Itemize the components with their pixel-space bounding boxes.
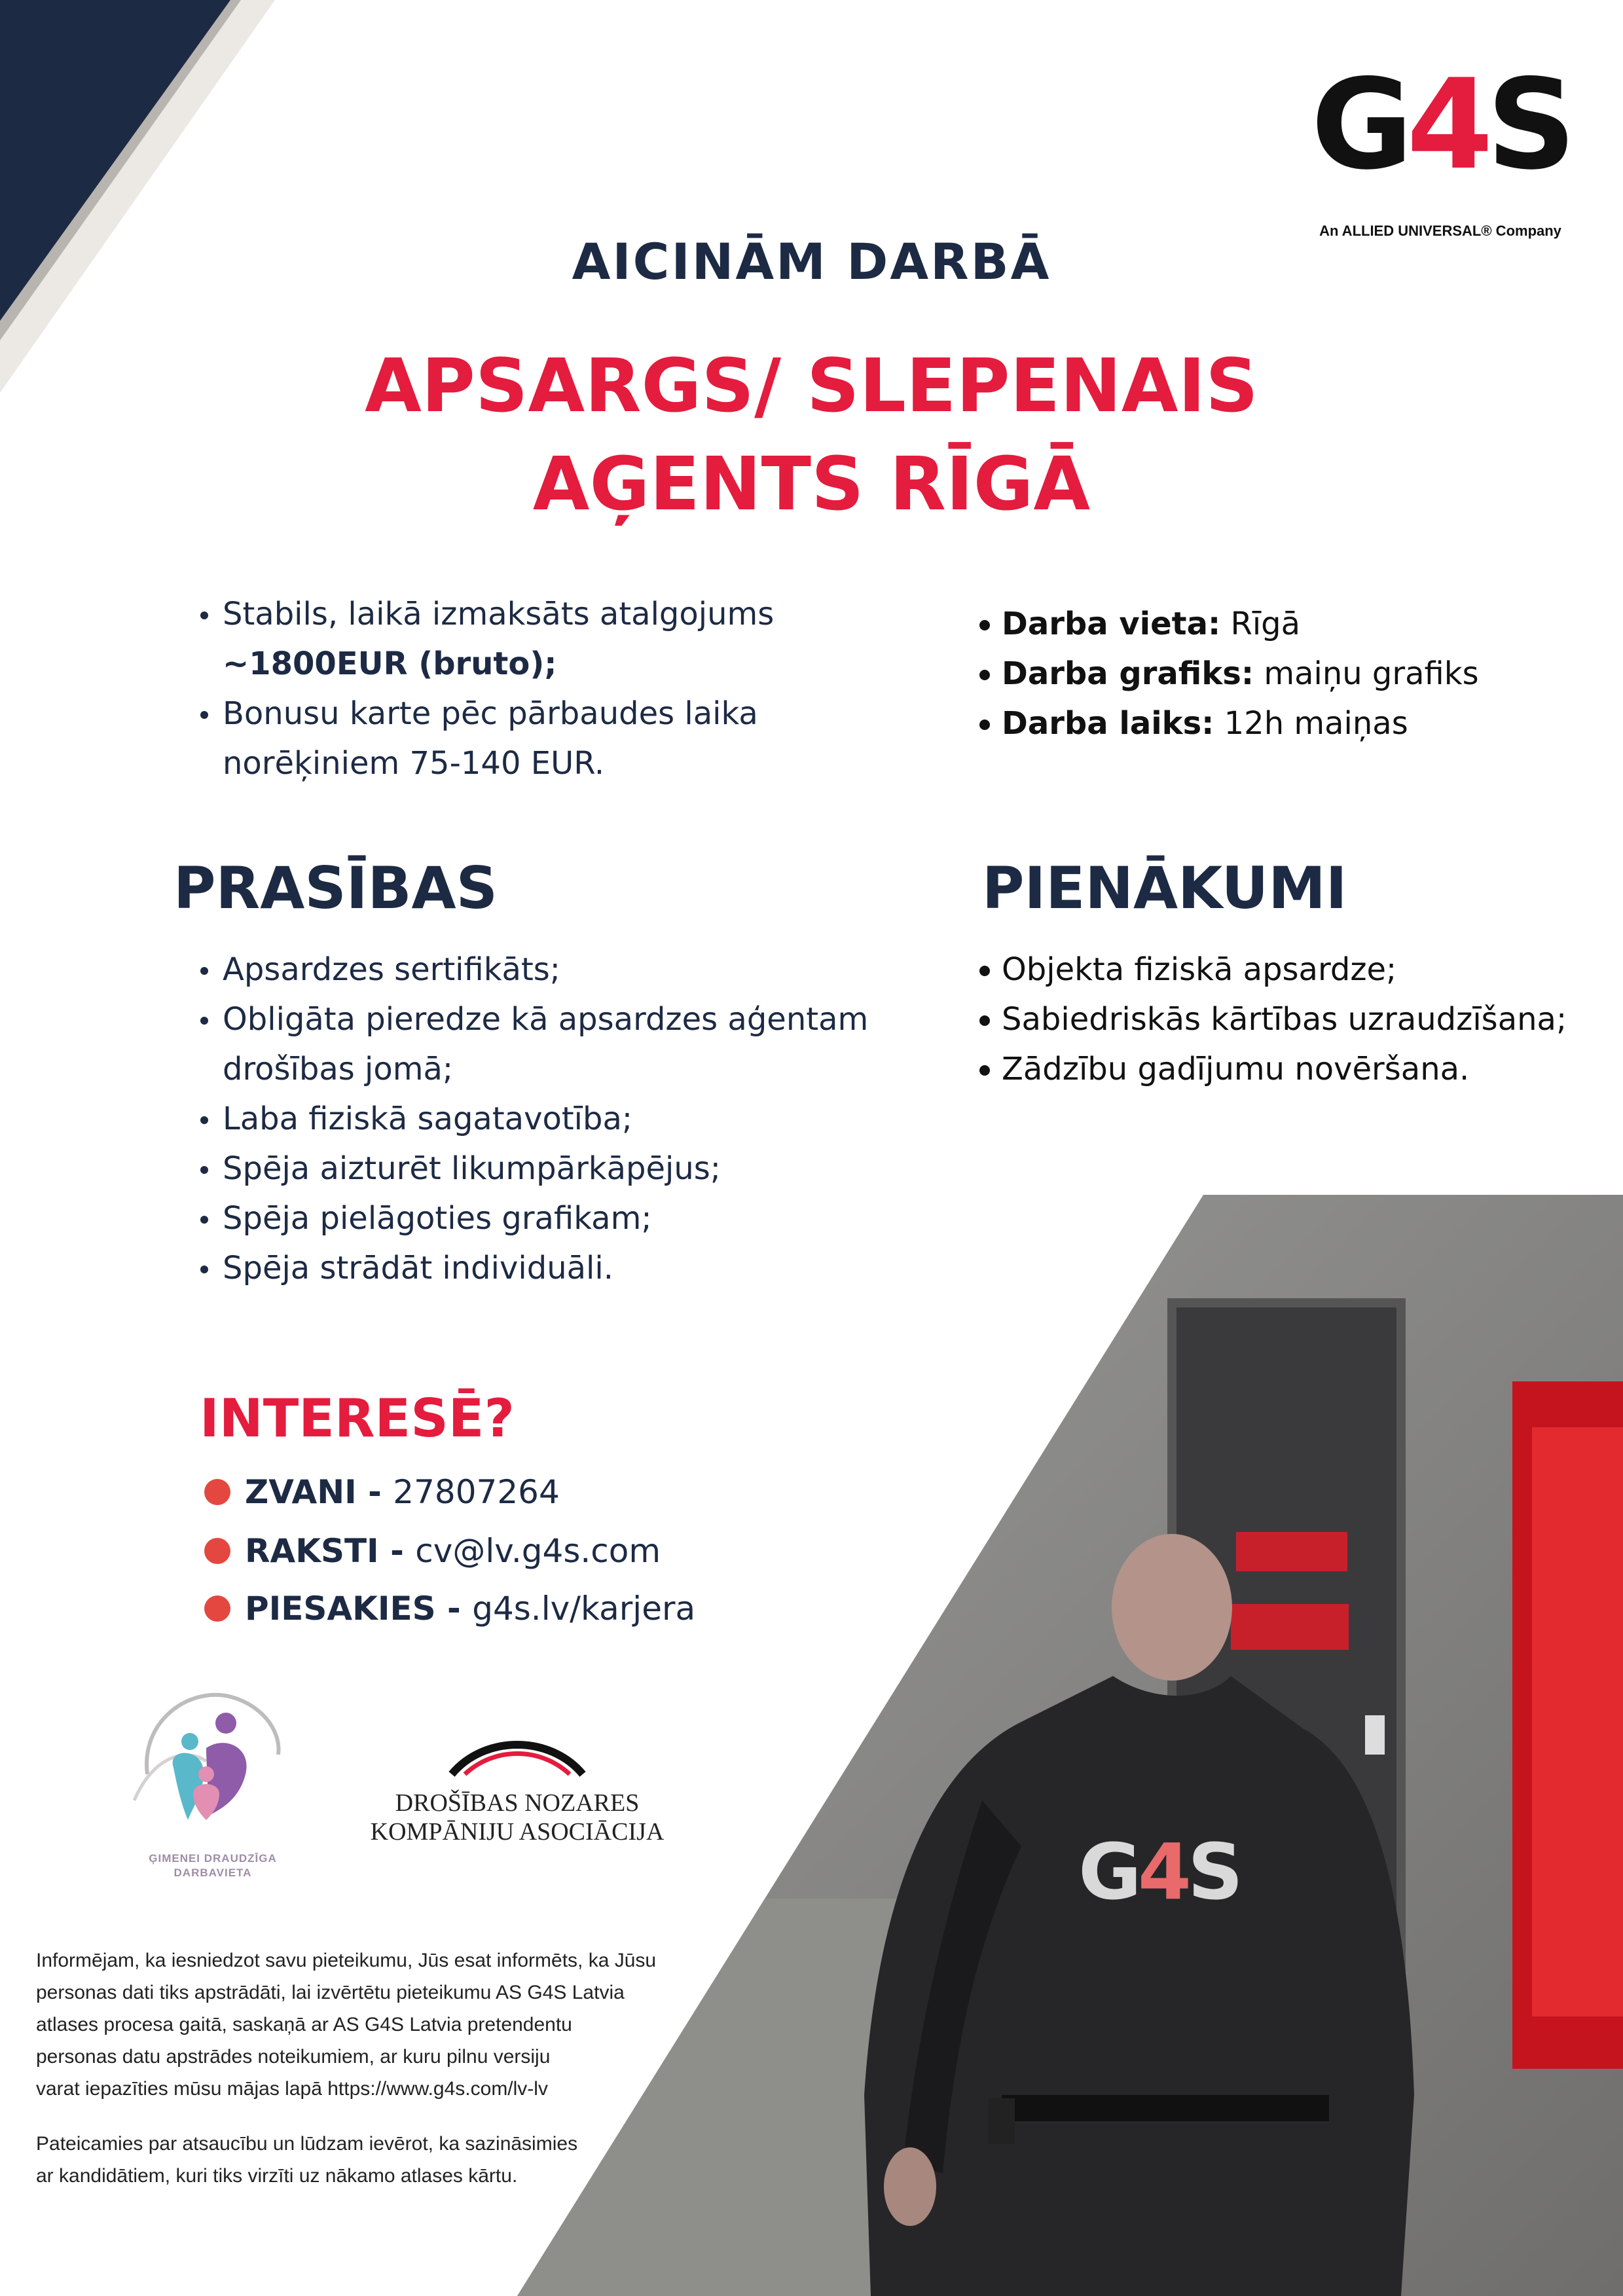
job-title (0, 337, 1623, 534)
jacket-logo: G4S (1078, 1827, 1239, 1917)
list-item: ~1800EUR (bruto); (223, 646, 557, 682)
thanks-note: Pateicamies par atsaucību un lūdzam ievērot, ka sazināsimies ar kandidātiem, kuri tiks virzīti uz nākamo atlases kārtu. (36, 2133, 578, 2187)
family-logo-label: ĢIMENEI DRAUDZĪGA DARBAVIETA (149, 1852, 277, 1879)
duties-title: PIENĀKUMI (982, 854, 1347, 922)
list-item: Laba fiziskā sagatavotība; (196, 1094, 917, 1144)
list-item: Obligāta pieredze kā apsardzes aģentam (196, 994, 917, 1044)
bullet-dot-icon (204, 1538, 230, 1564)
list-item: Sabiedriskās kārtības uzraudzīšana; (976, 994, 1597, 1044)
list-item: Apsardzes sertifikāts; (196, 945, 917, 994)
contact-apply: PIESAKIES - g4s.lv/karjera (204, 1590, 859, 1628)
association-name-line1: DROŠĪBAS NOZARES (395, 1789, 640, 1817)
g4s-logo: G4S An ALLIED UNIVERSAL® Company (1303, 52, 1578, 249)
association-arc-icon (367, 1728, 668, 1787)
phone-link[interactable]: 27807264 (393, 1473, 560, 1511)
email-link[interactable]: cv@lv.g4s.com (415, 1532, 661, 1570)
detail-location: Darba vieta: Rīgā (976, 599, 1565, 649)
list-item: Objekta fiziskā apsardze; (976, 945, 1597, 994)
benefits-list (196, 589, 851, 788)
duties-list (976, 945, 1597, 1094)
family-friendly-logo (128, 1676, 298, 1886)
list-item: Zādzību gadījumu novēršana. (976, 1044, 1597, 1094)
family-icon (128, 1676, 298, 1846)
bullet-dot-icon (204, 1595, 230, 1622)
list-item: norēķiniem 75-140 EUR. (223, 745, 605, 782)
association-logo (367, 1728, 668, 1859)
career-link[interactable]: g4s.lv/karjera (472, 1590, 696, 1628)
logo-tagline: An ALLIED UNIVERSAL® Company (1319, 223, 1561, 239)
contact-email: RAKSTI - cv@lv.g4s.com (204, 1532, 859, 1570)
association-name-line2: KOMPĀNIJU ASOCIĀCIJA (370, 1818, 665, 1846)
list-item: Stabils, laikā izmaksāts atalgojums (196, 589, 851, 639)
job-title-line1: APSARGS/ SLEPENAIS (365, 344, 1258, 429)
list-item: Spēja strādāt individuāli. (196, 1243, 917, 1293)
page-kicker: AICINĀM DARBĀ (572, 232, 1051, 291)
job-title-line2: AĢENTS RĪGĀ (532, 442, 1091, 527)
requirements-title: PRASĪBAS (173, 854, 498, 922)
list-item: drošības jomā; (223, 1051, 454, 1087)
bullet-dot-icon (204, 1479, 230, 1505)
detail-hours: Darba laiks: 12h maiņas (976, 699, 1565, 748)
requirements-list (196, 945, 917, 1293)
job-details-list (976, 599, 1565, 748)
list-item: Spēja aizturēt likumpārkāpējus; (196, 1144, 917, 1194)
contact-phone: ZVANI - 27807264 (204, 1473, 859, 1511)
list-item: Bonusu karte pēc pārbaudes laika (196, 689, 851, 738)
list-item: Spēja pielāgoties grafikam; (196, 1194, 917, 1243)
privacy-notice: Informējam, ka iesniedzot savu pieteikumu, Jūs esat informēts, ka Jūsu personas dati tiks apstrādāti, lai izvērtētu pieteikumu AS G4S Latvia atlases procesa gaitā, saskaņā ar AS G4S Latvia pretendentu personas datu apstrādes noteikumiem, ar kuru pilnu versiju varat iepazīties mūsu mājas lapā https://www.g4s.com/lv-lv (36, 1950, 657, 2100)
detail-schedule: Darba grafiks: maiņu grafiks (976, 649, 1565, 699)
interest-title: INTERESĒ? (200, 1388, 515, 1449)
